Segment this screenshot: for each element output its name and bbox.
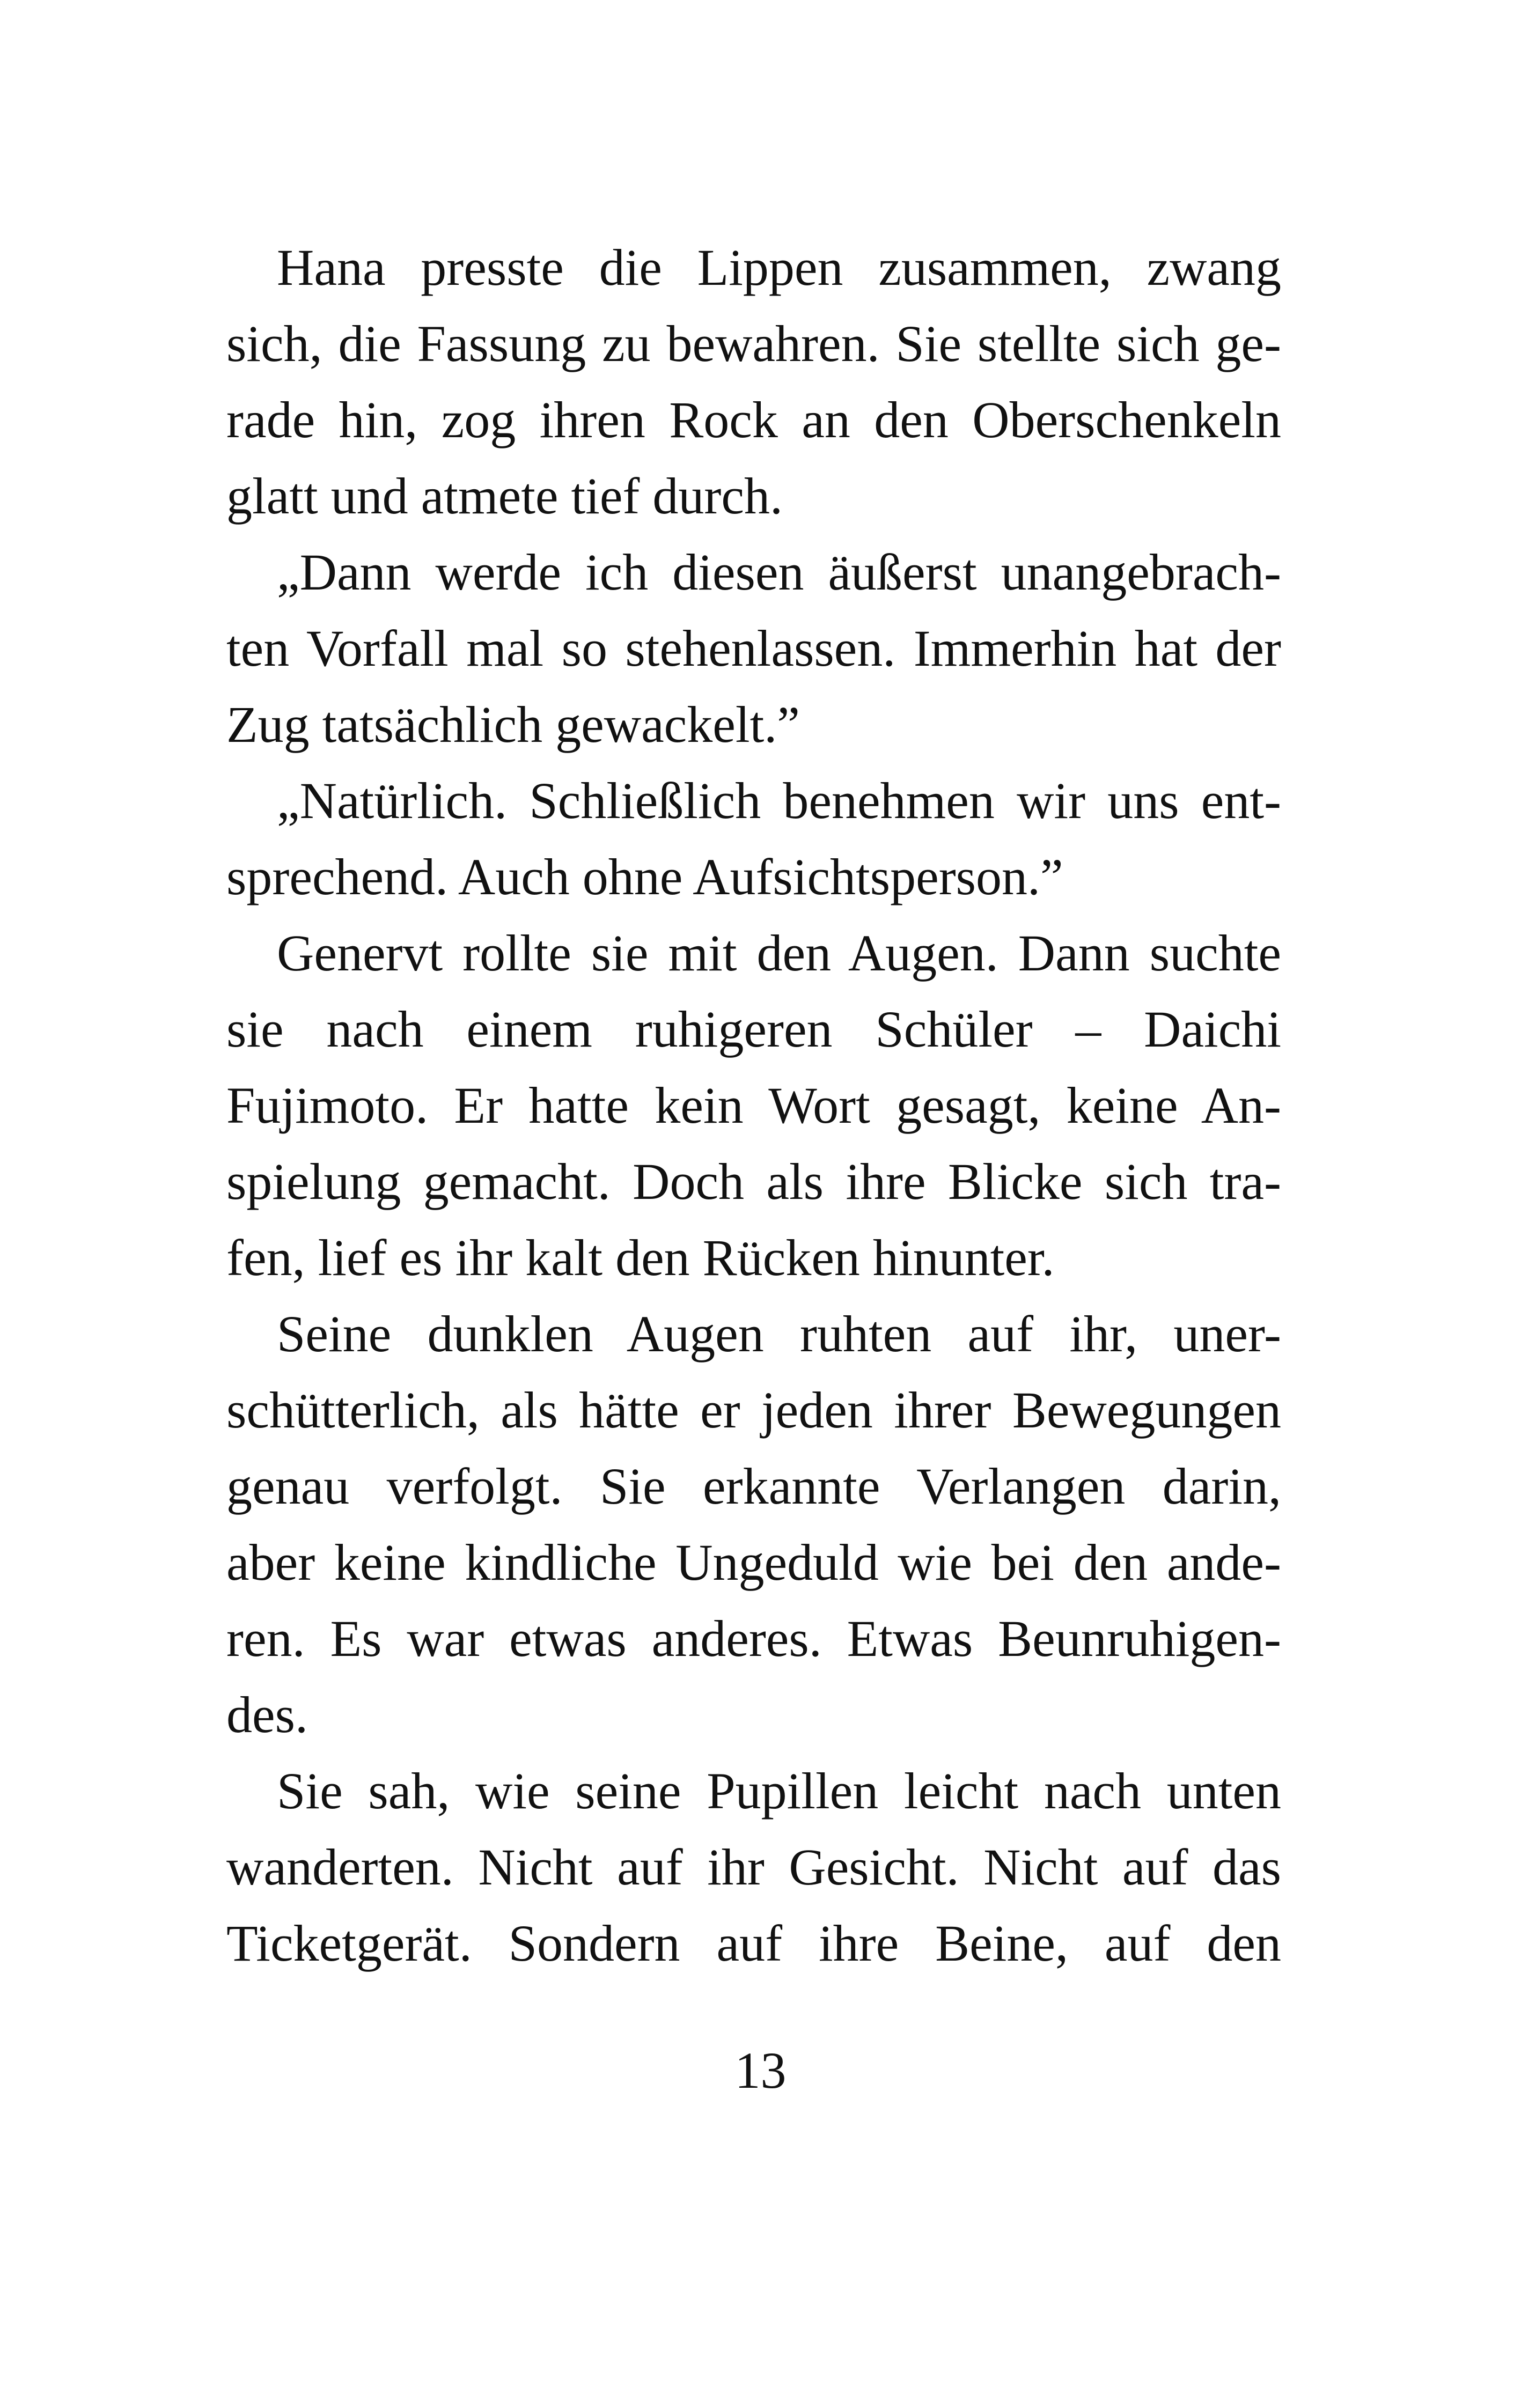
text-line: „Dann werde ich diesen äußerst unangebrach- — [277, 543, 1281, 601]
text-line: ren. Es war etwas anderes. Etwas Beunruhigen- — [226, 1610, 1281, 1667]
page-number: 13 — [734, 2042, 787, 2099]
text-line: glatt und atmete tief durch. — [226, 467, 783, 525]
text-line: ten Vorfall mal so stehenlassen. Immerhin hat der — [226, 620, 1281, 677]
text-line: rade hin, zog ihren Rock an den Oberschenkeln — [226, 391, 1281, 448]
text-line: Hana presste die Lippen zusammen, zwang — [277, 239, 1281, 296]
text-line: Sie sah, wie seine Pupillen leicht nach unten — [277, 1762, 1281, 1820]
text-line: des. — [226, 1686, 308, 1743]
text-line: sie nach einem ruhigeren Schüler – Daichi — [226, 1000, 1281, 1058]
text-line: sich, die Fassung zu bewahren. Sie stellte sich ge- — [226, 315, 1281, 372]
text-line: aber keine kindliche Ungeduld wie bei den ande- — [226, 1534, 1281, 1591]
text-line: schütterlich, als hätte er jeden ihrer Bewegungen — [226, 1381, 1281, 1439]
text-line: genau verfolgt. Sie erkannte Verlangen darin, — [226, 1457, 1281, 1515]
text-line: Zug tatsächlich gewackelt.” — [226, 696, 800, 753]
text-line: spielung gemacht. Doch als ihre Blicke sich tra- — [226, 1153, 1281, 1210]
text-line: Fujimoto. Er hatte kein Wort gesagt, keine An- — [226, 1077, 1281, 1134]
text-line: sprechend. Auch ohne Aufsichtsperson.” — [226, 848, 1063, 905]
text-line: „Natürlich. Schließlich benehmen wir uns ent- — [277, 772, 1281, 829]
text-line: Seine dunklen Augen ruhten auf ihr, uner- — [277, 1305, 1281, 1363]
text-line: Genervt rollte sie mit den Augen. Dann suchte — [277, 924, 1281, 982]
text-line: Ticketgerät. Sondern auf ihre Beine, auf den — [226, 1914, 1281, 1972]
text-line: fen, lief es ihr kalt den Rücken hinunter. — [226, 1229, 1055, 1286]
body-text — [226, 230, 1281, 1982]
text-line: wanderten. Nicht auf ihr Gesicht. Nicht auf das — [226, 1838, 1281, 1896]
